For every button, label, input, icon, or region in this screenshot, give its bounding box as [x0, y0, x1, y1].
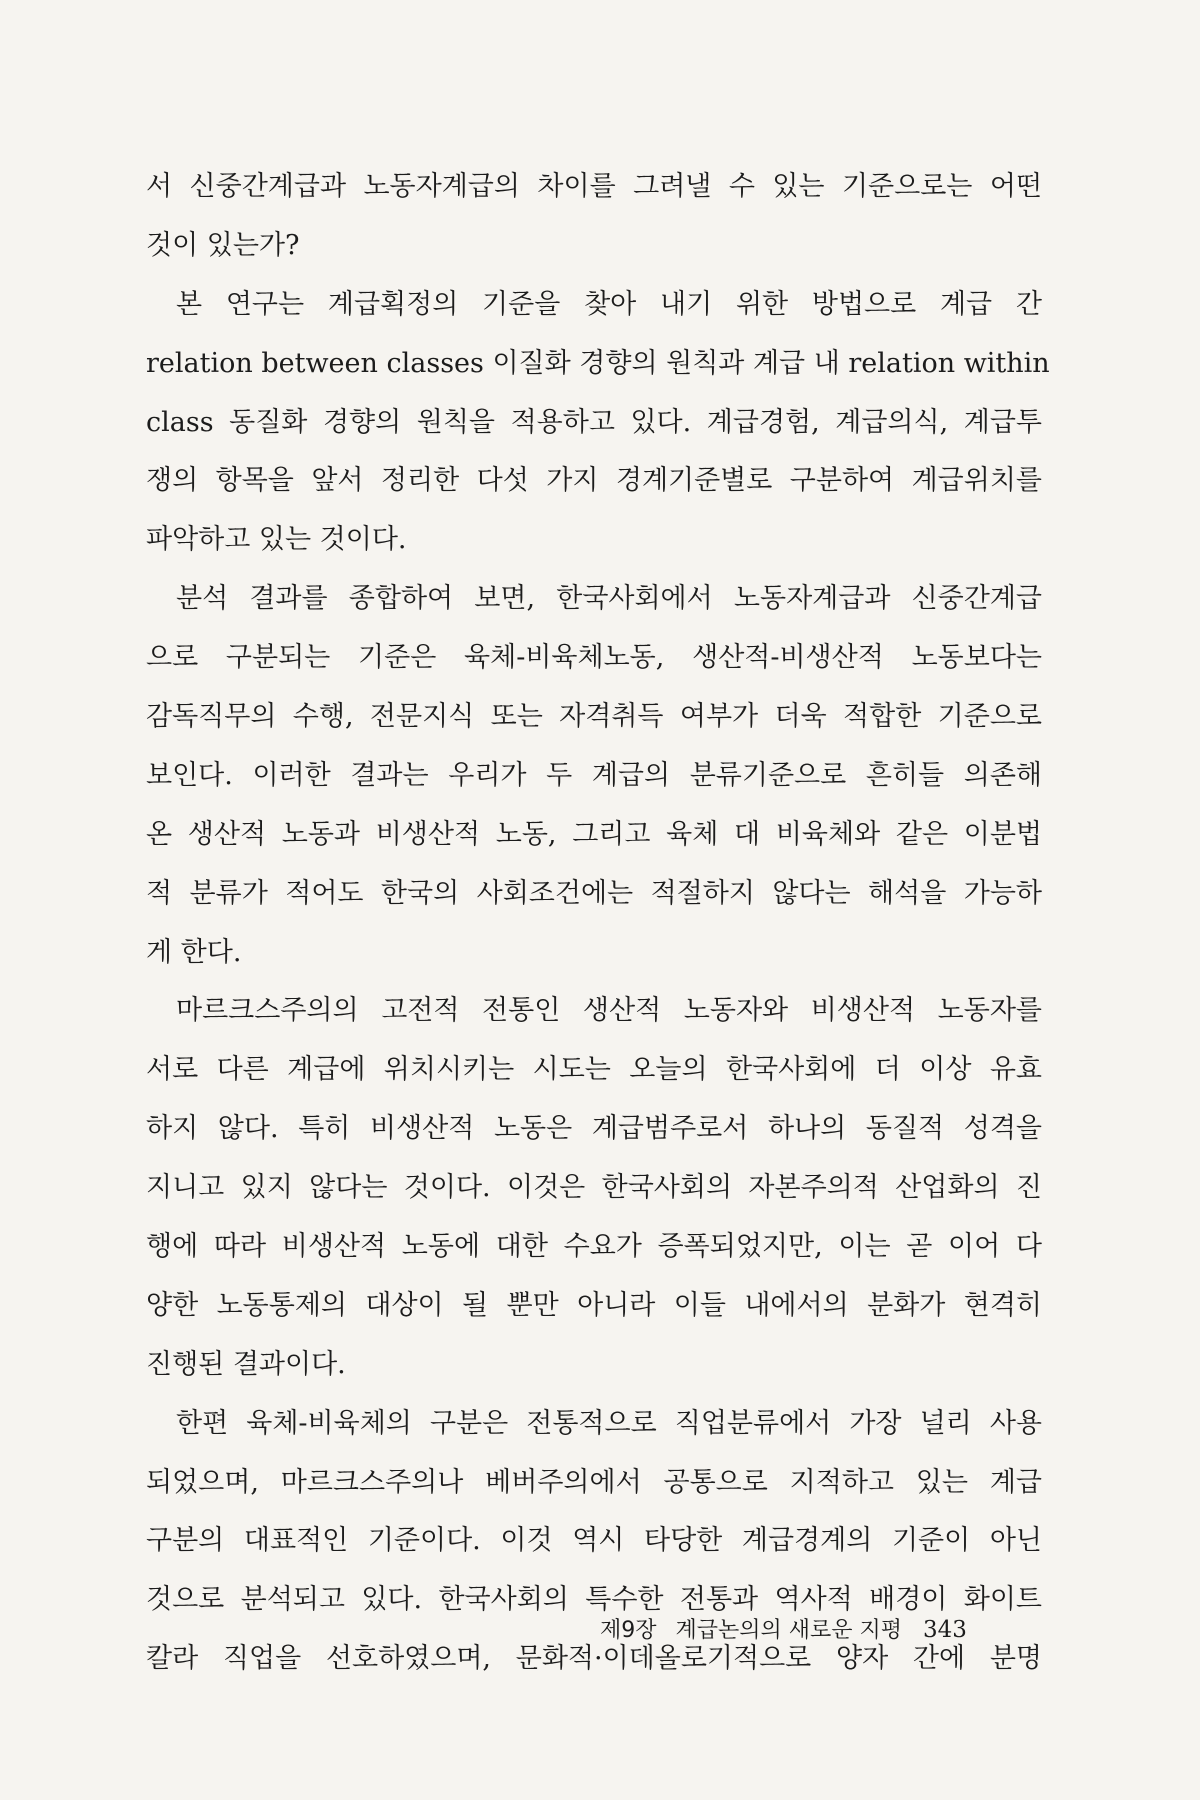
text-line: 쟁의 항목을 앞서 정리한 다섯 가지 경계기준별로 구분하여 계급위치를	[146, 465, 1042, 497]
text-line: 칼라 직업을 선호하였으며, 문화적·이데올로기적으로 양자 간에 분명	[146, 1643, 1042, 1675]
text-line: 으로 구분되는 기준은 육체-비육체노동, 생산적-비생산적 노동보다는	[146, 642, 1042, 674]
text-line: 진행된 결과이다.	[146, 1348, 346, 1380]
text-line: 마르크스주의의 고전적 전통인 생산적 노동자와 비생산적 노동자를	[176, 995, 1042, 1027]
text-line: 파악하고 있는 것이다.	[146, 524, 407, 556]
text-line: 감독직무의 수행, 전문지식 또는 자격취득 여부가 더욱 적합한 기준으로	[146, 701, 1042, 733]
text-line: 것으로 분석되고 있다. 한국사회의 특수한 전통과 역사적 배경이 화이트	[146, 1584, 1042, 1616]
text-line: 행에 따라 비생산적 노동에 대한 수요가 증폭되었지만, 이는 곧 이어 다	[146, 1231, 1042, 1263]
chapter-title: 계급논의의 새로운 지평	[675, 1618, 903, 1643]
chapter-label: 제9장	[600, 1618, 657, 1643]
text-line: 하지 않다. 특히 비생산적 노동은 계급범주로서 하나의 동질적 성격을	[146, 1113, 1042, 1145]
text-line: class 동질화 경향의 원칙을 적용하고 있다. 계급경험, 계급의식, 계급투	[146, 406, 1042, 438]
text-line: relation between classes 이질화 경향의 원칙과 계급 내 relation within	[146, 347, 1050, 379]
text-line: 본 연구는 계급획정의 기준을 찾아 내기 위한 방법으로 계급 간	[176, 288, 1042, 320]
text-line: 지니고 있지 않다는 것이다. 이것은 한국사회의 자본주의적 산업화의 진	[146, 1172, 1042, 1204]
text-line: 서로 다른 계급에 위치시키는 시도는 오늘의 한국사회에 더 이상 유효	[146, 1054, 1042, 1086]
text-line: 되었으며, 마르크스주의나 베버주의에서 공통으로 지적하고 있는 계급	[146, 1466, 1042, 1498]
text-line: 한편 육체-비육체의 구분은 전통적으로 직업분류에서 가장 널리 사용	[176, 1407, 1042, 1439]
text-line: 게 한다.	[146, 936, 242, 968]
text-line: 온 생산적 노동과 비생산적 노동, 그리고 육체 대 비육체와 같은 이분법	[146, 818, 1042, 850]
text-line: 구분의 대표적인 기준이다. 이것 역시 타당한 계급경계의 기준이 아닌	[146, 1525, 1042, 1557]
text-line: 보인다. 이러한 결과는 우리가 두 계급의 분류기준으로 흔히들 의존해	[146, 759, 1042, 791]
text-line: 서 신중간계급과 노동자계급의 차이를 그려낼 수 있는 기준으로는 어떤	[146, 171, 1042, 202]
running-footer	[600, 1610, 1000, 1650]
text-line: 양한 노동통제의 대상이 될 뿐만 아니라 이들 내에서의 분화가 현격히	[146, 1289, 1042, 1321]
text-line: 분석 결과를 종합하여 보면, 한국사회에서 노동자계급과 신중간계급	[176, 583, 1042, 615]
body-text	[146, 158, 1050, 1689]
text-line: 적 분류가 적어도 한국의 사회조건에는 적절하지 않다는 해석을 가능하	[146, 877, 1042, 909]
page-number: 343	[923, 1617, 967, 1643]
text-line: 것이 있는가?	[146, 229, 300, 261]
